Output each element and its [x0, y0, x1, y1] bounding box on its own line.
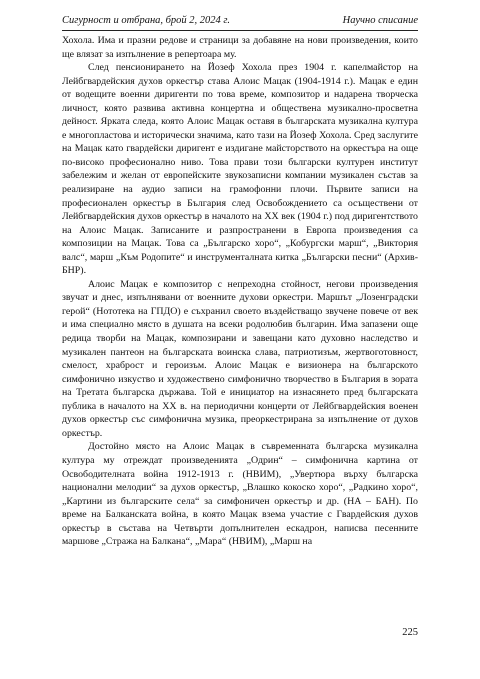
journal-title: Сигурност и отбрана, брой 2, 2024 г. [62, 15, 231, 26]
header-rule [62, 30, 418, 31]
journal-page [62, 0, 418, 679]
article-body [62, 34, 418, 549]
paragraph-3: Алоис Мацак е композитор с непреходна стойност, негови произведения звучат и днес, изпълнявани от военните духови оркестри. Маршът „Лозенградски герой“ (Нототека на ГПДО) е съхранил своето въздействащо звучене повече от век и има специално място в душата на всеки родолюбив българин. Има запазени още редица творби на Мацак, композирани и завещани като духовно наследство и музикален пантеон на българската воинска слава, патриотизъм, жертвоготовност, смелост, храброст и героизъм. Алоис Мацак е визионера на българското симфонично изкуство и художествено симфонично творчество в България в зората на Третата българска държава. Той е инициатор на изнасянето пред българската публика в началото на ХХ в. на периодични концерти от Лейбгвардейския военен духов оркестър със симфонична музика, преоркестрирана за изпълнение от духов оркестър. [62, 278, 418, 439]
paragraph-1: Хохола. Има и празни редове и страници за добавяне на нови произведения, които ще влязат за изпълнение в репертоара му. [62, 35, 418, 60]
running-header [62, 14, 418, 27]
page-number: 225 [402, 627, 418, 638]
section-title: Научно списание [342, 15, 418, 26]
paragraph-4: Достойно място на Алоис Мацак в съвременната българска музикална култура му отреждат произведенията „Одрин“ – симфонична картина от Освободителната война 1912-1913 г. (НВИМ), „Увертюра върху българска национални мелодии“ за духов оркестър, „Влашко кокоско хоро“, „Радкино хоро“, „Картини из българските села“ за симфоничен оркестър и др. (НА – БАН). По време на Балканската война, в която Мацак взема участие с Гвардейския духов оркестър в състава на Четвърти допълнителен ескадрон, написва песенните маршове „Стража на Балкана“, „Мара“ (НВИМ), „Марш на [62, 441, 418, 548]
paragraph-2: След пенсионирането на Йозеф Хохола през 1904 г. капелмайстор на Лейбгвардейския духов оркестър става Алоис Мацак (1904-1914 г.). Мацак е един от водещите военни диригенти по това време, композитор и надарена творческа личност, която развива активна концертна и обществена музикално-просветна дейност. Ярката следа, която Алоис Мацак оставя в българската музикална култура е многопластова и исторически значима, като тази на Йозеф Хохола. Сред заслугите на Мацак като гвардейски диригент е издигане майсторството на оркестъра на още по-високо професионално ниво. Това прави този български културен институт забележим и желан от европейските звукозаписни компании музикален състав за реализиране на аудио записи на грамофонни плочи. Първите записи на професионален оркестър в България след Освобождението са осъществени от Лейбгвардейския духов оркестър в началото на ХХ век (1904 г.) под диригентството на Алоис Мацак. Записаните и разпространени в Европа произведения са композиции на Мацак. Това са „Българско хоро“, „Кобургски марш“, „Виктория валс“, марш „Към Родопите“ и инструменталната китка „Български песни“ (Архив-БНР). [62, 62, 418, 277]
